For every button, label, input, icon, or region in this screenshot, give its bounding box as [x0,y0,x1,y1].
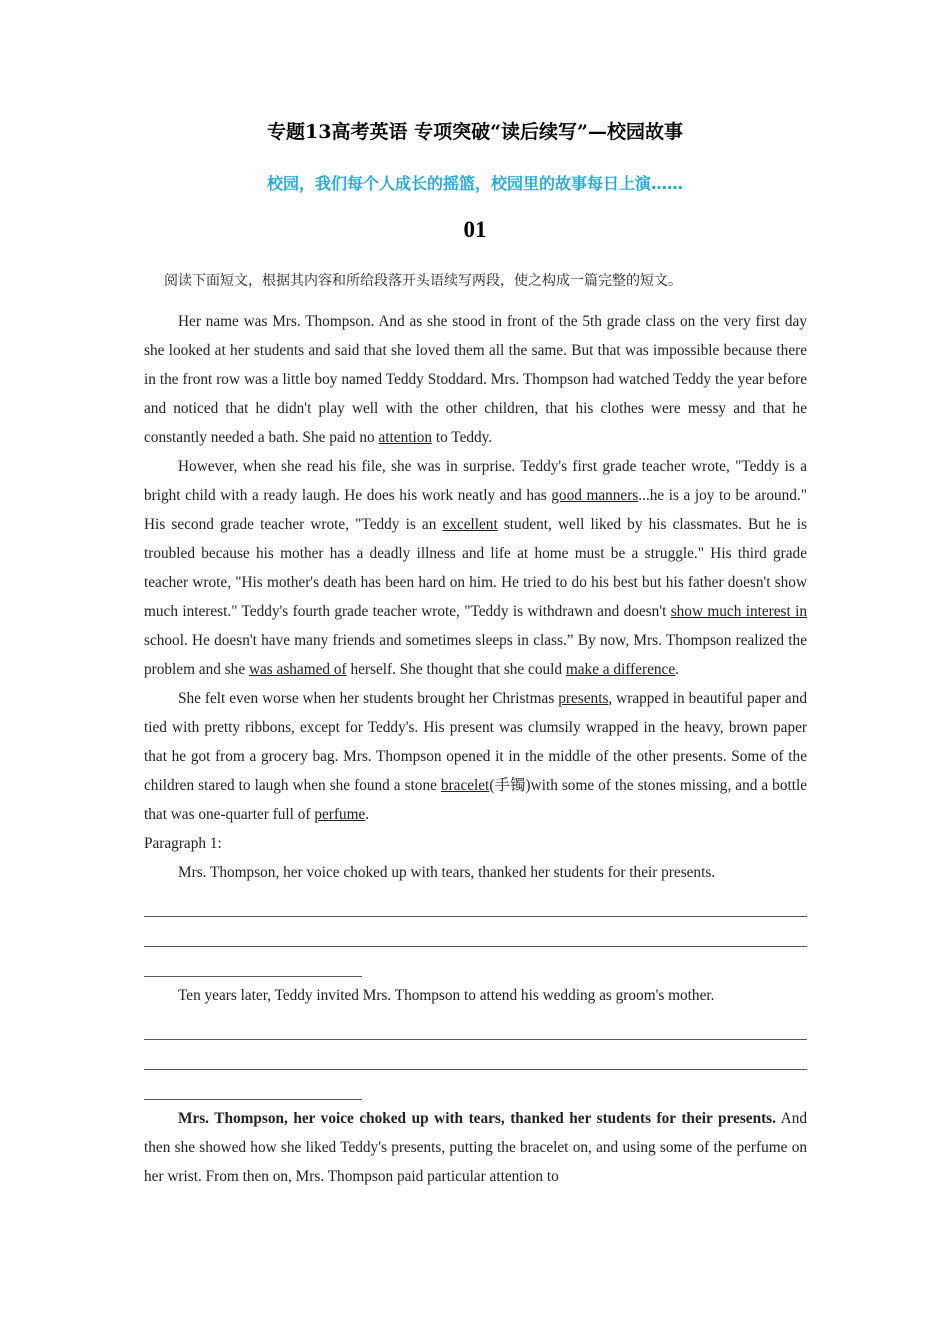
passage-paragraph-2: However, when she read his file, she was in surprise. Teddy's first grade teacher wrote, "Teddy is a bright child with a ready laugh. He does his work neatly and has good manners...he is a joy to be around." His second grade teacher wrote, "Teddy is an excellent student, well liked by his classmates. But he is troubled because his mother has a deadly illness and life at home must be a struggle." His third grade teacher wrote, "His mother's death has been hard on him. He tried to do his best but his father doesn't show much interest." Teddy's fourth grade teacher wrote, "Teddy is withdrawn and doesn't show much interest in school. He doesn't have many friends and sometimes sleeps in class.” By now, Mrs. Thompson realized the problem and she was ashamed of herself. She thought that she could make a difference. [144,458,807,678]
vocab-underline: show much interest in [670,603,807,620]
vocab-underline: good manners [551,487,639,504]
passage-paragraph-1: Her name was Mrs. Thompson. And as she stood in front of the 5th grade class on the very first day she looked at her students and said that she loved them all the same. But that was impossible because there in the front row was a little boy named Teddy Stoddard. Mrs. Thompson had watched Teddy the year before and noticed that he didn't play well with the other children, that his clothes were messy and that he constantly needed a bath. She paid no attention to Teddy. [144,313,807,446]
instruction-text: 阅读下面短文，根据其内容和所给段落开头语续写两段，使之构成一篇完整的短文。 [164,273,682,289]
paragraph-1-label: Paragraph 1: [144,835,222,852]
vocab-underline: was ashamed of [248,661,347,678]
vocab-underline: perfume [314,806,366,823]
vocab-underline: excellent [442,516,498,533]
section-number: 01 [463,217,487,242]
paragraph-2-opening: Ten years later, Teddy invited Mrs. Thompson to attend his wedding as groom's mother. [178,987,715,1004]
passage-body [144,307,807,1191]
answer-line [144,1070,362,1100]
answer-line [144,917,807,947]
sample-answer: Mrs. Thompson, her voice choked up with tears, thanked her students for their presents. And then she showed how she liked Teddy's presents, putting the bracelet on, and using some of the perfume on her wrist. From then on, Mrs. Thompson paid particular attention to [144,1110,807,1185]
passage-paragraph-3: She felt even worse when her students brought her Christmas presents, wrapped in beautiful paper and tied with pretty ribbons, except for Teddy's. His present was clumsily wrapped in the heavy, brown paper that he got from a grocery bag. Mrs. Thompson opened it in the middle of the other presents. Some of the children stared to laugh when she found a stone bracelet(手镯)with some of the stones missing, and a bottle that was one-quarter full of perfume. [144,690,808,823]
answer-line [144,947,362,977]
vocab-underline: bracelet [440,777,490,794]
page-subtitle: 校园，我们每个人成长的摇篮，校园里的故事每日上演…… [266,174,683,193]
answer-line [144,1040,807,1070]
answer-line [144,887,807,917]
answer-line [144,1010,807,1040]
paragraph-1-opening: Mrs. Thompson, her voice choked up with tears, thanked her students for their presents. [178,864,716,881]
vocab-underline: presents [558,690,609,707]
vocab-underline: attention [378,429,433,446]
page-title: 专题13高考英语 专项突破“读后续写”—校园故事 [267,121,683,143]
vocab-underline: make a difference [565,661,676,678]
